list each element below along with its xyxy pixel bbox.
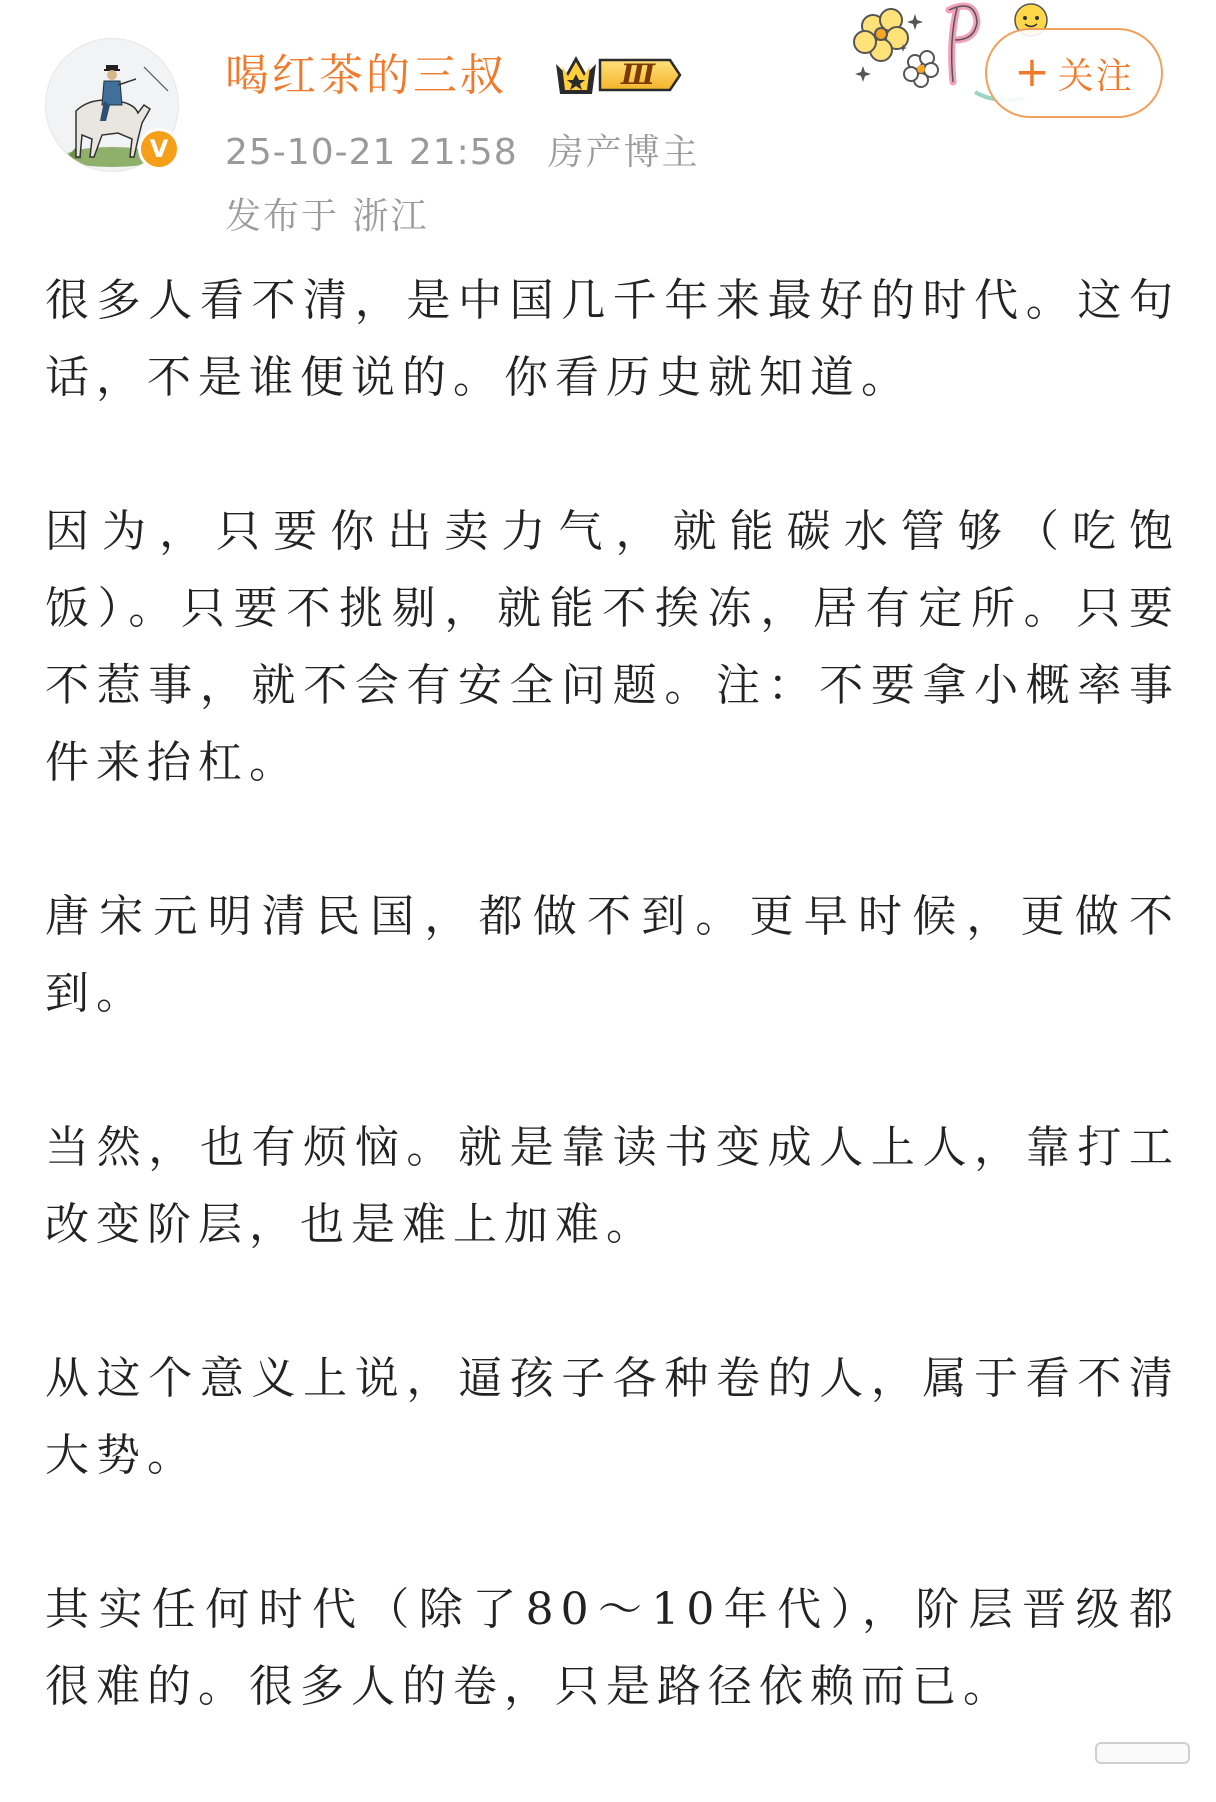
author-name[interactable]: 喝红茶的三叔 bbox=[225, 50, 507, 101]
verified-v-icon bbox=[138, 128, 180, 170]
post-time: 25-10-21 21:58 bbox=[225, 132, 518, 173]
plus-icon: + bbox=[1014, 46, 1052, 96]
scrollbar[interactable] bbox=[1095, 1742, 1190, 1764]
post-paragraph: 其实任何时代（除了80～10年代），阶层晋级都很难的。很多人的卷，只是路径依赖而已。 bbox=[45, 1584, 1180, 1712]
verified-mark: V bbox=[149, 135, 169, 163]
rank-badge-text: Ⅲ bbox=[620, 58, 656, 91]
post-paragraph: 很多人看不清，是中国几千年来最好的时代。这句话，不是谁便说的。你看历史就知道。 bbox=[45, 275, 1180, 403]
post-header bbox=[0, 0, 1216, 260]
post-paragraph: 因为，只要你出卖力气，就能碳水管够（吃饱饭）。只要不挑剔，就能不挨冻，居有定所。只要不惹事，就不会有安全问题。注：不要拿小概率事件来抬杠。 bbox=[45, 506, 1180, 788]
follow-button-label: 关注 bbox=[1057, 55, 1134, 97]
post-paragraph: 当然，也有烦恼。就是靠读书变成人上人，靠打工改变阶层，也是难上加难。 bbox=[45, 1122, 1180, 1250]
post-location: 发布于 浙江 bbox=[225, 196, 429, 237]
post-paragraph: 从这个意义上说，逼孩子各种卷的人，属于看不清大势。 bbox=[45, 1353, 1180, 1481]
post-paragraph: 唐宋元明清民国，都做不到。更早时候，更做不到。 bbox=[45, 891, 1180, 1019]
follow-button[interactable] bbox=[985, 28, 1163, 118]
author-role: 房产博主 bbox=[547, 132, 700, 173]
post-body bbox=[45, 262, 1180, 1802]
post-meta bbox=[225, 130, 700, 176]
